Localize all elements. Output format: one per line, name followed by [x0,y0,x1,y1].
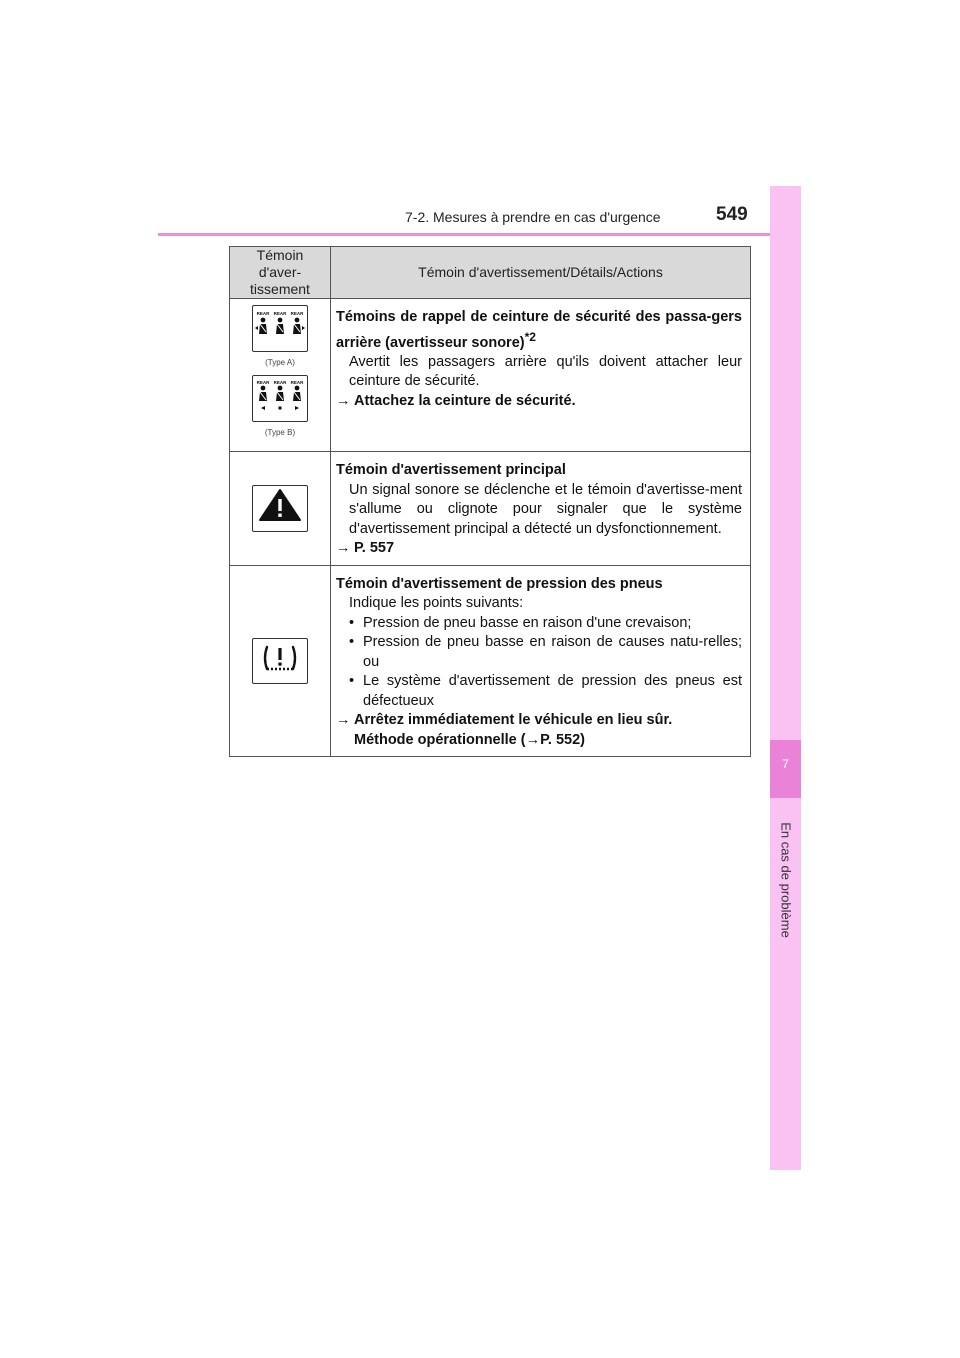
action-sub [336,731,742,751]
header-rule [158,233,800,236]
list-item-text: Le système d'avertissement de pression des pneus est défectueux [363,673,742,709]
table-row [230,299,751,452]
row-body: Un signal sonore se déclenche et le témoin d'avertisse-ment s'allume ou clignote pour signaler que le système d'avertissement principal a détecté un dysfonctionnement. [349,481,742,537]
icon-cell [230,565,331,757]
rear-label-1: REAR [256,311,270,316]
rear-label-3: REAR [290,380,304,385]
details-cell [331,452,751,566]
rear-seatbelt-reminder-icon [252,375,308,422]
footnote-marker: *2 [524,329,537,344]
section-header: 7-2. Mesures à prendre en cas d'urgence [405,209,661,225]
tire-pressure-warning-icon [252,638,308,685]
chapter-label: En cas de problème [778,822,794,938]
rear-seatbelt-reminder-icon [252,305,308,352]
row-body: Avertit les passagers arrière qu'ils doivent attacher leur ceinture de sécurité. [349,353,742,390]
rear-label-1: REAR [256,380,270,385]
chapter-side-tab [770,186,801,1170]
master-warning-triangle-icon [252,485,308,532]
list-item: • Pression de pneu basse en raison de causes natu-relles; ou [336,633,742,672]
row-action [336,392,742,412]
list-item: • Le système d'avertissement de pression des pneus est défectueux [336,672,742,711]
arrow-icon: → [336,540,351,556]
type-a-label: (Type A) [265,357,295,367]
arrow-icon: → [336,712,351,728]
row-title: Témoin d'avertissement principal [336,462,566,478]
row-body: Indique les points suivants: [349,595,524,611]
row-title: Témoin d'avertissement de pression des pneus [336,575,663,592]
type-b-label: (Type B) [264,427,296,437]
row-action [336,539,742,559]
arrow-icon: → [336,392,351,409]
row-title [336,308,742,353]
table-header-row [230,247,751,299]
row-action [336,711,742,731]
row-title-text: Témoins de rappel de ceinture de sécurité des passa-gers arrière (avertisseur sonore) [336,309,742,351]
page-number: 549 [716,204,748,225]
icon-cell [230,299,331,452]
rear-label-2: REAR [273,311,287,316]
table-row [230,452,751,566]
action-text: Arrêtez immédiatement le véhicule en lieu sûr. [354,712,673,728]
warning-lights-table [229,246,751,757]
table-row [230,565,751,757]
details-cell [331,299,751,452]
action-sub-ref: P. 552) [540,731,585,748]
arrow-icon: → [525,731,541,748]
action-text: P. 557 [354,540,395,556]
col-header-light: Témoin d'aver-tissement [230,247,331,299]
col-header-details: Témoin d'avertissement/Détails/Actions [331,247,751,299]
icon-cell [230,452,331,566]
rear-label-2: REAR [273,380,287,385]
details-cell [331,565,751,757]
list-item-text: Pression de pneu basse en raison d'une crevaison; [363,614,692,631]
chapter-number: 7 [782,757,789,771]
rear-label-3: REAR [290,311,304,316]
action-text: Attachez la ceinture de sécurité. [354,392,576,409]
list-item-text: Pression de pneu basse en raison de causes natu-relles; ou [363,634,742,670]
list-item: • Pression de pneu basse en raison d'une crevaison; [336,614,742,634]
action-sub-prefix: Méthode opérationnelle ( [354,731,526,748]
